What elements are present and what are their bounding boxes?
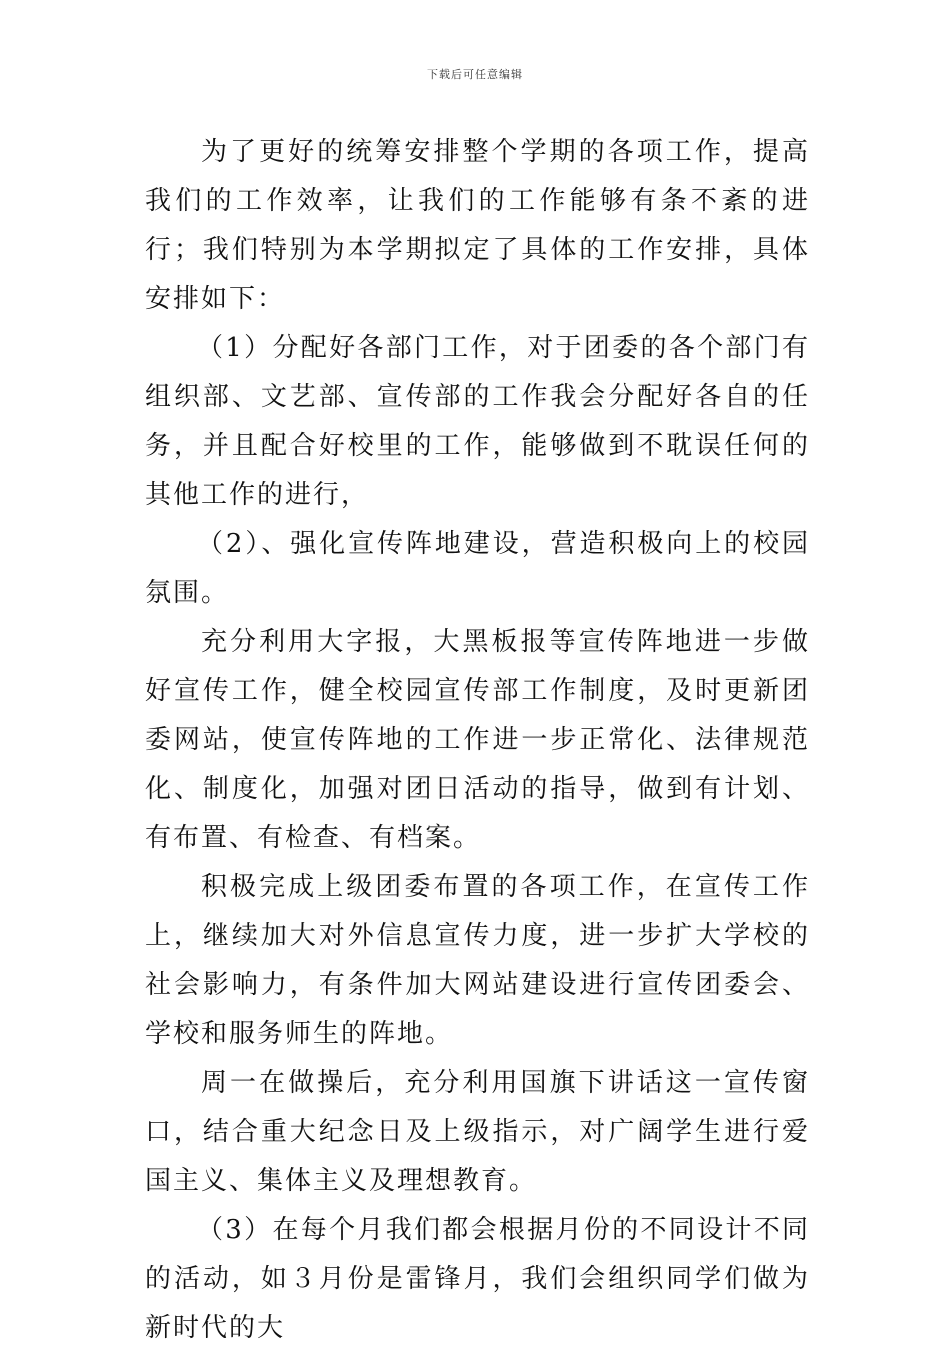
paragraph-item-3: （3）在每个月我们都会根据月份的不同设计不同的活动，如３月份是雷锋月，我们会组织同学们做为新时代的大: [145, 1215, 810, 1343]
paragraph-publicity: 充分利用大字报，大黑板报等宣传阵地进一步做好宣传工作，健全校园宣传部工作制度，及时更新团委网站，使宣传阵地的工作进一步正常化、法律规范化、制度化，加强对团日活动的指导，做到有计划、有布置、有检查、有档案。: [145, 627, 810, 853]
paragraph-item-2: （2）、强化宣传阵地建设，营造积极向上的校园氛围。: [145, 529, 810, 608]
paragraph-intro: 为了更好的统筹安排整个学期的各项工作，提高我们的工作效率，让我们的工作能够有条不紊的进行；我们特别为本学期拟定了具体的工作安排，具体安排如下：: [145, 137, 810, 314]
paragraph-monday-flag: 周一在做操后，充分利用国旗下讲话这一宣传窗口，结合重大纪念日及上级指示，对广阔学生进行爱国主义、集体主义及理想教育。: [145, 1068, 810, 1196]
document-body: [145, 128, 810, 1353]
paragraph-superior-tasks: 积极完成上级团委布置的各项工作，在宣传工作上，继续加大对外信息宣传力度，进一步扩大学校的社会影响力，有条件加大网站建设进行宣传团委会、学校和服务师生的阵地。: [145, 872, 810, 1049]
header-note: 下载后可任意编辑: [427, 68, 523, 81]
paragraph-item-1: （1）分配好各部门工作，对于团委的各个部门有组织部、文艺部、宣传部的工作我会分配好各自的任务，并且配合好校里的工作，能够做到不耽误任何的其他工作的进行，: [145, 333, 810, 510]
